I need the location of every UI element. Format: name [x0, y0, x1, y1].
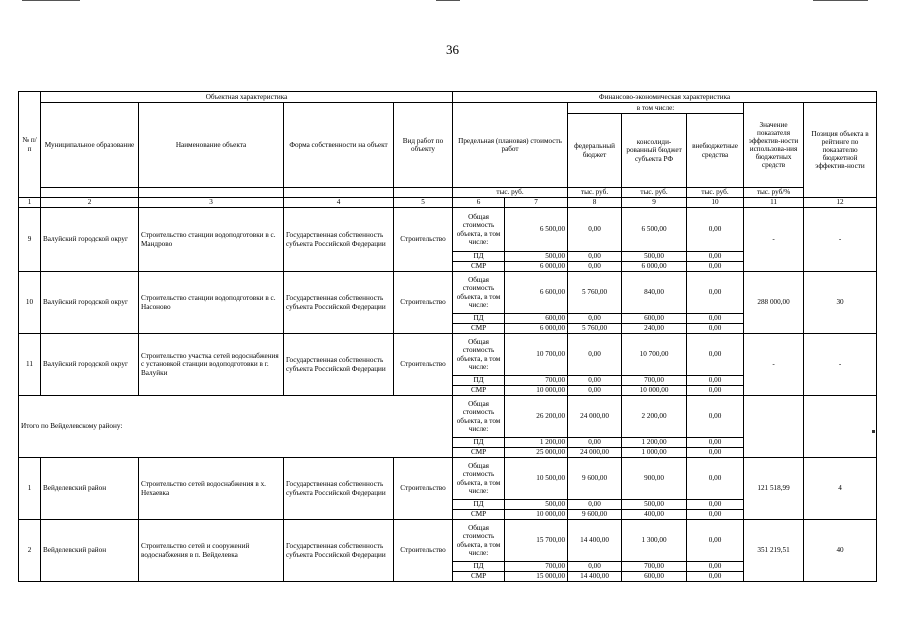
smr-extrabudget-value: 0,00: [687, 262, 744, 272]
header-financial-characteristic: Финансово-экономическая характеристика: [453, 92, 877, 103]
municipality-cell: Валуйский городской округ: [41, 334, 139, 396]
smr-extrabudget-value: 0,00: [687, 386, 744, 396]
total-cost-label: Общая стоимость объекта, в том числе:: [453, 458, 505, 500]
pd-consolidated-value: 500,00: [622, 500, 687, 510]
smr-extrabudget-value: 0,00: [687, 572, 744, 582]
table-row: [19, 458, 877, 500]
object-name-cell: Строительство станции водоподготовки в с. Насоново: [139, 272, 284, 334]
rating-position: -: [804, 334, 877, 396]
header-extrabudget: внебюджетные средства: [687, 114, 744, 188]
header-including: в том числе:: [568, 103, 744, 114]
object-name-cell: Строительство участка сетей водоснабжения с установкой станции водоподготовки в г. Валуйки: [139, 334, 284, 396]
smr-label: СМР: [453, 510, 505, 520]
ownership-cell: Государственная собственность субъекта Российской Федерации: [284, 334, 394, 396]
smr-federal-value: 0,00: [568, 386, 622, 396]
smr-cost-value: 6 000,00: [505, 324, 568, 334]
table-row: [19, 334, 877, 376]
work-type-cell: Строительство: [394, 208, 453, 272]
smr-label: СМР: [453, 448, 505, 458]
col-number-12: 12: [804, 198, 877, 208]
municipality-cell: Валуйский городской округ: [41, 208, 139, 272]
pd-extrabudget-value: 0,00: [687, 500, 744, 510]
pd-extrabudget-value: 0,00: [687, 376, 744, 386]
header-rating-position: Позиция объекта в рейтинге по показателю бюджетной эффектив-ности: [804, 103, 877, 198]
smr-label: СМР: [453, 572, 505, 582]
efficiency-value: 351 219,51: [744, 520, 804, 582]
header-object-characteristic: Объектная характеристика: [41, 92, 453, 103]
header-federal: федеральный бюджет: [568, 114, 622, 188]
table-header: [19, 92, 877, 208]
smr-consolidated-value: 1 000,00: [622, 448, 687, 458]
total-cost-value: 6 600,00: [505, 272, 568, 314]
total-cost-label: Общая стоимость объекта, в том числе:: [453, 208, 505, 252]
consolidated-value: 840,00: [622, 272, 687, 314]
rating-position: 4: [804, 458, 877, 520]
header-consolidated: консолиди-рованный бюджет субъекта РФ: [622, 114, 687, 188]
object-name-cell: Строительство сетей и сооружений водоснабжения в п. Вейделевка: [139, 520, 284, 582]
smr-consolidated-value: 10 000,00: [622, 386, 687, 396]
pd-cost-value: 600,00: [505, 314, 568, 324]
efficiency-value: -: [744, 208, 804, 272]
pd-cost-value: 500,00: [505, 500, 568, 510]
extrabudget-value: 0,00: [687, 396, 744, 438]
ownership-cell: Государственная собственность субъекта Российской Федерации: [284, 458, 394, 520]
table-row: [19, 208, 877, 252]
top-rule-left: [22, 0, 80, 1]
unit-cell-empty: [41, 188, 139, 198]
col-number-11: 11: [744, 198, 804, 208]
smr-cost-value: 6 000,00: [505, 262, 568, 272]
pd-label: ПД: [453, 500, 505, 510]
header-num: № п/п: [19, 92, 41, 198]
pd-label: ПД: [453, 314, 505, 324]
smr-label: СМР: [453, 324, 505, 334]
pd-label: ПД: [453, 438, 505, 448]
col-number-6: 6: [453, 198, 505, 208]
rating-position: 30: [804, 272, 877, 334]
total-cost-value: 10 500,00: [505, 458, 568, 500]
pd-federal-value: 0,00: [568, 252, 622, 262]
smr-consolidated-value: 240,00: [622, 324, 687, 334]
municipality-cell: Вейделевский район: [41, 458, 139, 520]
col-number-5: 5: [394, 198, 453, 208]
efficiency-value: -: [744, 334, 804, 396]
extrabudget-value: 0,00: [687, 272, 744, 314]
smr-federal-value: 9 600,00: [568, 510, 622, 520]
total-cost-value: 10 700,00: [505, 334, 568, 376]
smr-cost-value: 10 000,00: [505, 386, 568, 396]
pd-consolidated-value: 700,00: [622, 562, 687, 572]
pd-consolidated-value: 600,00: [622, 314, 687, 324]
col-number-4: 4: [284, 198, 394, 208]
pd-extrabudget-value: 0,00: [687, 438, 744, 448]
subtotal-label: Итого по Вейделевскому району:: [19, 396, 453, 458]
row-number: 11: [19, 334, 41, 396]
table-body: [19, 208, 877, 582]
total-cost-value: 26 200,00: [505, 396, 568, 438]
consolidated-value: 2 200,00: [622, 396, 687, 438]
smr-label: СМР: [453, 262, 505, 272]
pd-federal-value: 0,00: [568, 376, 622, 386]
object-name-cell: Строительство станции водоподготовки в с. Мандрово: [139, 208, 284, 272]
work-type-cell: Строительство: [394, 520, 453, 582]
total-cost-label: Общая стоимость объекта, в том числе:: [453, 272, 505, 314]
col-number-3: 3: [139, 198, 284, 208]
col-number-7: 7: [505, 198, 568, 208]
smr-extrabudget-value: 0,00: [687, 510, 744, 520]
pd-federal-value: 0,00: [568, 500, 622, 510]
row-number: 1: [19, 458, 41, 520]
pd-extrabudget-value: 0,00: [687, 562, 744, 572]
ownership-cell: Государственная собственность субъекта Российской Федерации: [284, 272, 394, 334]
ownership-cell: Государственная собственность субъекта Российской Федерации: [284, 208, 394, 272]
unit-efficiency: тыс. руб/%: [744, 188, 804, 198]
smr-extrabudget-value: 0,00: [687, 448, 744, 458]
consolidated-value: 1 300,00: [622, 520, 687, 562]
rating-position: [804, 396, 877, 458]
top-rule-center: [436, 0, 460, 1]
total-cost-value: 6 500,00: [505, 208, 568, 252]
work-type-cell: Строительство: [394, 334, 453, 396]
smr-cost-value: 25 000,00: [505, 448, 568, 458]
work-type-cell: Строительство: [394, 458, 453, 520]
total-cost-label: Общая стоимость объекта, в том числе:: [453, 334, 505, 376]
header-work-type: Вид работ по объекту: [394, 103, 453, 188]
header-object-name: Наименование объекта: [139, 103, 284, 188]
rating-position: 40: [804, 520, 877, 582]
municipality-cell: Вейделевский район: [41, 520, 139, 582]
federal-value: 0,00: [568, 334, 622, 376]
smr-consolidated-value: 600,00: [622, 572, 687, 582]
consolidated-value: 6 500,00: [622, 208, 687, 252]
federal-value: 0,00: [568, 208, 622, 252]
table-row: [19, 272, 877, 314]
unit-federal: тыс. руб.: [568, 188, 622, 198]
header-municipality: Муниципальное образование: [41, 103, 139, 188]
pd-label: ПД: [453, 252, 505, 262]
pd-cost-value: 700,00: [505, 376, 568, 386]
unit-cell-empty: [139, 188, 284, 198]
smr-federal-value: 5 760,00: [568, 324, 622, 334]
investment-table: [18, 91, 877, 582]
federal-value: 14 400,00: [568, 520, 622, 562]
col-number-8: 8: [568, 198, 622, 208]
ownership-cell: Государственная собственность субъекта Российской Федерации: [284, 520, 394, 582]
pd-cost-value: 500,00: [505, 252, 568, 262]
unit-extrabudget: тыс. руб.: [687, 188, 744, 198]
federal-value: 24 000,00: [568, 396, 622, 438]
unit-consolidated: тыс. руб.: [622, 188, 687, 198]
page-number: 36: [446, 42, 459, 57]
pd-cost-value: 1 200,00: [505, 438, 568, 448]
federal-value: 5 760,00: [568, 272, 622, 314]
smr-federal-value: 14 400,00: [568, 572, 622, 582]
pd-cost-value: 700,00: [505, 562, 568, 572]
efficiency-value: [744, 396, 804, 458]
col-number-10: 10: [687, 198, 744, 208]
work-type-cell: Строительство: [394, 272, 453, 334]
col-number-2: 2: [41, 198, 139, 208]
rating-position: -: [804, 208, 877, 272]
smr-federal-value: 0,00: [568, 262, 622, 272]
row-number: 9: [19, 208, 41, 272]
total-cost-label: Общая стоимость объекта, в том числе:: [453, 396, 505, 438]
extrabudget-value: 0,00: [687, 520, 744, 562]
col-number-1: 1: [19, 198, 41, 208]
subtotal-row: [19, 396, 877, 438]
unit-cost: тыс. руб.: [453, 188, 568, 198]
efficiency-value: 121 518,99: [744, 458, 804, 520]
smr-consolidated-value: 6 000,00: [622, 262, 687, 272]
pd-label: ПД: [453, 376, 505, 386]
smr-label: СМР: [453, 386, 505, 396]
table-row: [19, 520, 877, 562]
smr-cost-value: 10 000,00: [505, 510, 568, 520]
row-number: 10: [19, 272, 41, 334]
header-ownership: Форма собственности на объект: [284, 103, 394, 188]
object-name-cell: Строительство сетей водоснабжения в х. Нехаевка: [139, 458, 284, 520]
top-rule-right: [813, 0, 868, 1]
extrabudget-value: 0,00: [687, 208, 744, 252]
pd-extrabudget-value: 0,00: [687, 314, 744, 324]
pd-extrabudget-value: 0,00: [687, 252, 744, 262]
unit-cell-empty: [394, 188, 453, 198]
col-number-9: 9: [622, 198, 687, 208]
header-cost: Предельная (плановая) стоимость работ: [453, 103, 568, 188]
pd-consolidated-value: 1 200,00: [622, 438, 687, 448]
smr-extrabudget-value: 0,00: [687, 324, 744, 334]
pd-federal-value: 0,00: [568, 562, 622, 572]
header-efficiency-value: Значение показателя эффектив-ности использова-ния бюджетных средств: [744, 103, 804, 188]
federal-value: 9 600,00: [568, 458, 622, 500]
total-cost-value: 15 700,00: [505, 520, 568, 562]
pd-consolidated-value: 500,00: [622, 252, 687, 262]
pd-federal-value: 0,00: [568, 314, 622, 324]
smr-federal-value: 24 000,00: [568, 448, 622, 458]
extrabudget-value: 0,00: [687, 458, 744, 500]
pd-consolidated-value: 700,00: [622, 376, 687, 386]
consolidated-value: 10 700,00: [622, 334, 687, 376]
efficiency-value: 288 000,00: [744, 272, 804, 334]
municipality-cell: Валуйский городской округ: [41, 272, 139, 334]
consolidated-value: 900,00: [622, 458, 687, 500]
extrabudget-value: 0,00: [687, 334, 744, 376]
pd-label: ПД: [453, 562, 505, 572]
total-cost-label: Общая стоимость объекта, в том числе:: [453, 520, 505, 562]
smr-consolidated-value: 400,00: [622, 510, 687, 520]
pd-federal-value: 0,00: [568, 438, 622, 448]
unit-cell-empty: [284, 188, 394, 198]
smr-cost-value: 15 000,00: [505, 572, 568, 582]
row-number: 2: [19, 520, 41, 582]
